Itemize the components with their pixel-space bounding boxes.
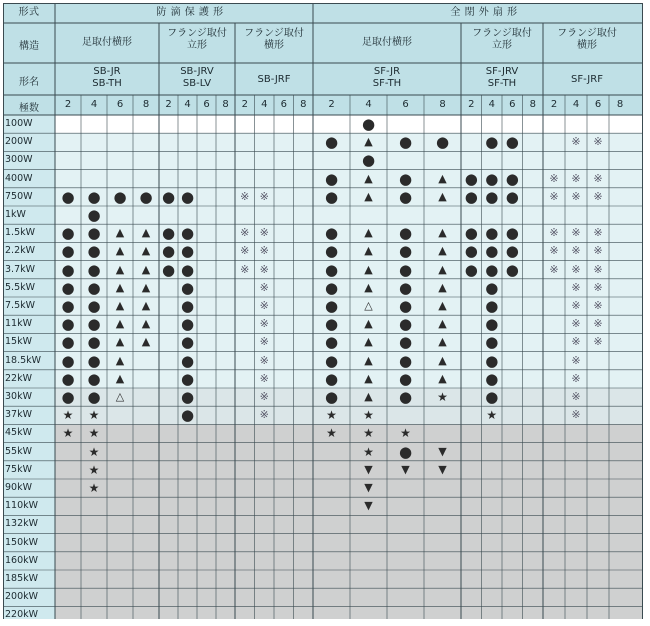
symbol-dot: ● [180,333,195,352]
symbol-star: ★ [400,426,411,441]
rating-label: 11kW [5,318,32,330]
symbol-otri: △ [115,390,125,403]
symbol-dtri: ▼ [401,462,410,476]
symbol-snow: ※ [593,299,603,312]
symbol-tri: ▲ [364,390,373,403]
symbol-tri: ▲ [438,226,447,240]
symbol-dot: ● [324,169,339,188]
symbol-tri: ▲ [438,299,447,312]
model-header: SF-JRF [571,74,603,85]
rating-label: 220kW [5,609,39,621]
symbol-dot: ● [180,406,195,425]
model-header: SF-JR SF-TH [372,66,402,89]
symbol-tri: ▲ [115,353,125,367]
symbol-dot: ● [485,388,499,406]
symbol-dot: ● [180,297,195,315]
symbol-tri: ▲ [115,299,125,312]
pole-header: 8 [616,99,624,110]
symbol-snow: ※ [571,171,581,185]
rating-label: 75kW [5,463,32,475]
pole-header: 2 [328,99,335,110]
pole-header: 8 [529,99,536,110]
rating-label: 45kW [5,427,32,439]
symbol-dot: ● [464,242,478,261]
symbol-dot: ● [61,333,75,352]
symbol-tri: ▲ [364,280,373,294]
symbol-snow: ※ [549,244,559,258]
symbol-dot: ● [485,260,499,279]
symbol-dot: ● [485,133,499,152]
symbol-dot: ● [180,315,195,334]
pole-header: 2 [241,99,248,110]
symbol-tri: ▲ [115,335,125,349]
symbol-tri: ▲ [141,335,151,349]
symbol-star: ★ [326,408,337,423]
symbol-dot: ● [87,206,101,224]
symbol-dot: ● [324,388,339,406]
pole-header: 2 [550,99,558,110]
symbol-dot: ● [180,278,195,297]
symbol-snow: ※ [259,317,269,331]
symbol-dot: ● [180,187,195,206]
symbol-snow: ※ [571,280,581,294]
symbol-star: ★ [326,426,337,441]
rating-label: 3.7kW [5,263,36,275]
symbol-snow: ※ [593,262,603,276]
model-label: 形名 [19,77,39,88]
symbol-tri: ▲ [364,353,373,367]
symbol-snow: ※ [240,226,250,240]
symbol-dot: ● [61,351,75,370]
symbol-dot: ● [161,260,176,279]
symbol-dot: ● [87,278,101,297]
symbol-snow: ※ [259,299,269,312]
rating-label: 15kW [5,336,32,348]
symbol-dot: ● [87,297,101,315]
symbol-snow: ※ [571,371,581,385]
symbol-snow: ※ [259,244,269,258]
symbol-dot: ● [61,297,75,315]
symbol-dot: ● [61,260,75,279]
symbol-tri: ▲ [141,280,151,294]
pole-header: 4 [488,99,495,110]
symbol-snow: ※ [571,317,581,331]
rating-label: 110kW [5,500,39,512]
symbol-tri: ▲ [438,353,447,367]
symbol-dot: ● [485,315,499,334]
symbol-dot: ● [61,315,75,334]
pole-header: 4 [261,99,268,110]
symbol-star: ★ [363,444,374,459]
symbol-snow: ※ [549,189,559,203]
model-header: SB-JR SB-TH [92,66,122,89]
symbol-dot: ● [61,388,75,406]
symbol-star: ★ [88,462,100,477]
symbol-star: ★ [363,426,374,441]
symbol-dtri: ▼ [438,462,447,476]
symbol-dot: ● [61,187,75,206]
symbol-tri: ▲ [364,371,373,385]
rating-label: 150kW [5,536,39,548]
symbol-tri: ▲ [115,371,125,385]
pole-header: 2 [64,99,72,110]
symbol-snow: ※ [259,335,269,349]
rating-label: 185kW [5,573,39,584]
poles-label: 極数 [19,103,39,114]
rating-label: 300W [5,154,33,166]
symbol-snow: ※ [593,135,603,149]
symbol-dot: ● [324,333,339,352]
symbol-dot: ● [87,351,101,370]
spec-table [3,3,643,619]
symbol-dot: ● [180,388,195,406]
rating-label: 750W [5,190,33,202]
symbol-star: ★ [62,426,74,441]
construction-header: 足取付横形 [362,37,412,48]
pole-header: 6 [594,99,602,110]
symbol-dot: ● [61,369,75,388]
symbol-dot: ● [361,151,376,170]
symbol-dot: ● [180,260,195,279]
symbol-dot: ● [324,242,339,261]
symbol-dot: ● [398,278,413,297]
symbol-dot: ● [324,133,339,152]
symbol-dot: ● [485,369,499,388]
symbol-star: ★ [486,408,498,423]
symbol-dot: ● [505,187,519,206]
symbol-dot: ● [398,333,413,352]
symbol-snow: ※ [259,226,269,240]
symbol-star: ★ [88,444,100,459]
symbol-dot: ● [361,115,376,133]
symbol-dot: ● [87,333,101,352]
symbol-tri: ▲ [438,335,447,349]
symbol-dot: ● [87,260,101,279]
symbol-star: ★ [88,481,100,495]
symbol-tri: ▲ [364,189,373,203]
rating-label: 22kW [5,372,32,384]
symbol-dot: ● [398,133,413,152]
symbol-tri: ▲ [438,244,447,258]
symbol-dot: ● [398,260,413,279]
symbol-tri: ▲ [141,226,151,240]
symbol-dtri: ▼ [364,481,373,494]
symbol-snow: ※ [593,244,603,258]
symbol-dtri: ▼ [364,462,373,476]
symbol-dot: ● [324,187,339,206]
symbol-dot: ● [398,442,413,461]
symbol-dot: ● [324,351,339,370]
symbol-snow: ※ [259,353,269,367]
symbol-star: ★ [88,426,100,441]
symbol-snow: ※ [593,280,603,294]
symbol-snow: ※ [593,335,603,349]
symbol-snow: ※ [593,189,603,203]
symbol-star: ★ [62,408,74,423]
symbol-dot: ● [435,133,450,152]
rating-label: 200W [5,136,33,148]
pole-header: 6 [280,99,287,110]
symbol-tri: ▲ [115,244,125,258]
rating-label: 100W [5,118,33,129]
construction-header: フランジ取付 横形 [557,28,617,51]
symbol-snow: ※ [549,226,559,240]
symbol-dot: ● [398,187,413,206]
symbol-dot: ● [87,224,101,243]
symbol-dot: ● [61,224,75,243]
symbol-snow: ※ [593,171,603,185]
symbol-snow: ※ [571,335,581,349]
symbol-star: ★ [88,408,100,423]
symbol-tri: ▲ [438,317,447,331]
rating-label: 2.2kW [5,245,36,257]
symbol-snow: ※ [259,280,269,294]
symbol-dot: ● [61,278,75,297]
symbol-dot: ● [505,260,519,279]
model-header: SB-JRV SB-LV [180,66,214,89]
symbol-dot: ● [324,278,339,297]
pole-header: 8 [222,99,229,110]
symbol-dot: ● [161,224,176,243]
symbol-tri: ▲ [115,226,125,240]
pole-header: 4 [90,99,98,110]
symbol-tri: ▲ [115,280,125,294]
rating-label: 7.5kW [5,300,36,311]
symbol-tri: ▲ [364,135,373,149]
pole-header: 6 [203,99,210,110]
symbol-dot: ● [485,333,499,352]
symbol-snow: ※ [259,408,269,422]
symbol-snow: ※ [259,189,269,203]
symbol-dot: ● [161,242,176,261]
rating-label: 5.5kW [5,281,36,293]
symbol-snow: ※ [259,371,269,385]
rating-label: 18.5kW [5,354,42,366]
symbol-dot: ● [505,133,519,152]
symbol-tri: ▲ [141,299,151,312]
symbol-dot: ● [324,260,339,279]
symbol-dot: ● [505,169,519,188]
symbol-tri: ▲ [364,226,373,240]
symbol-dot: ● [464,224,478,243]
symbol-snow: ※ [571,299,581,312]
symbol-dot: ● [485,297,499,315]
rating-label: 1kW [5,209,26,220]
symbol-dot: ● [180,242,195,261]
symbol-snow: ※ [571,262,581,276]
symbol-snow: ※ [593,317,603,331]
pole-header: 8 [439,99,446,110]
construction-header: フランジ取付 立形 [472,28,532,51]
type-label: 形式 [18,7,40,18]
construction-header: 足取付横形 [82,37,132,48]
symbol-dot: ● [464,169,478,188]
symbol-dot: ● [113,187,127,206]
symbol-dot: ● [161,187,176,206]
symbol-dot: ● [398,224,413,243]
rating-label: 200kW [5,591,39,603]
symbol-dot: ● [485,242,499,261]
symbol-snow: ※ [240,262,250,276]
rating-label: 1.5kW [5,227,36,239]
symbol-tri: ▲ [438,280,447,294]
rating-label: 90kW [5,482,32,493]
symbol-snow: ※ [259,262,269,276]
symbol-star: ★ [363,408,374,423]
model-header: SB-JRF [257,74,291,85]
pole-header: 6 [402,99,409,110]
pole-header: 8 [142,99,150,110]
symbol-dot: ● [180,369,195,388]
symbol-tri: ▲ [364,335,373,349]
rating-label: 30kW [5,391,32,402]
symbol-tri: ▲ [141,317,151,331]
symbol-snow: ※ [571,244,581,258]
symbol-snow: ※ [240,189,250,203]
symbol-dot: ● [87,242,101,261]
symbol-tri: ▲ [141,262,151,276]
pole-header: 2 [165,99,172,110]
symbol-dot: ● [398,388,413,406]
rating-label: 400W [5,172,33,184]
symbol-dot: ● [324,224,339,243]
symbol-dtri: ▼ [364,499,373,513]
symbol-dot: ● [398,351,413,370]
construction-label: 構造 [19,41,39,52]
symbol-snow: ※ [549,262,559,276]
symbol-snow: ※ [593,226,603,240]
group-a-title: 防 滴 保 護 形 [156,7,224,18]
symbol-snow: ※ [259,390,269,403]
symbol-snow: ※ [240,244,250,258]
symbol-dot: ● [324,297,339,315]
symbol-tri: ▲ [115,317,125,331]
construction-header: フランジ取付 立形 [167,28,227,51]
symbol-tri: ▲ [438,189,447,203]
pole-header: 4 [184,99,191,110]
symbol-snow: ※ [571,135,581,149]
rating-label: 55kW [5,445,32,457]
symbol-tri: ▲ [115,262,125,276]
symbol-dot: ● [485,224,499,243]
symbol-dot: ● [87,388,101,406]
symbol-dot: ● [505,242,519,261]
symbol-dot: ● [61,242,75,261]
symbol-dot: ● [139,187,153,206]
pole-header: 4 [572,99,580,110]
pole-header: 2 [468,99,475,110]
symbol-snow: ※ [571,226,581,240]
pole-header: 4 [365,99,372,110]
symbol-tri: ▲ [364,244,373,258]
model-header: SF-JRV SF-TH [485,66,519,89]
symbol-otri: △ [364,299,373,312]
symbol-dot: ● [398,369,413,388]
symbol-dot: ● [485,169,499,188]
symbol-snow: ※ [549,171,559,185]
symbol-tri: ▲ [364,317,373,331]
symbol-dot: ● [485,187,499,206]
symbol-dot: ● [87,369,101,388]
symbol-tri: ▲ [364,262,373,276]
rating-label: 160kW [5,554,39,566]
symbol-snow: ※ [571,189,581,203]
symbol-dot: ● [324,369,339,388]
rating-label: 37kW [5,409,32,421]
symbol-dot: ● [398,297,413,315]
symbol-dot: ● [398,242,413,261]
symbol-dot: ● [505,224,519,243]
pole-header: 8 [300,99,307,110]
symbol-snow: ※ [571,390,581,403]
symbol-tri: ▲ [438,171,447,185]
group-b-title: 全 閉 外 扇 形 [450,7,518,18]
symbol-dot: ● [485,351,499,370]
pole-header: 6 [116,99,124,110]
symbol-tri: ▲ [438,262,447,276]
symbol-snow: ※ [571,353,581,367]
symbol-dot: ● [180,224,195,243]
symbol-tri: ▲ [438,371,447,385]
symbol-dtri: ▼ [438,444,447,458]
symbol-star: ★ [437,390,448,404]
symbol-dot: ● [398,315,413,334]
symbol-dot: ● [87,315,101,334]
symbol-dot: ● [398,169,413,188]
symbol-dot: ● [180,351,195,370]
symbol-dot: ● [324,315,339,334]
rating-label: 132kW [5,518,39,530]
symbol-dot: ● [464,187,478,206]
symbol-tri: ▲ [141,244,151,258]
symbol-tri: ▲ [364,171,373,185]
symbol-dot: ● [87,187,101,206]
symbol-dot: ● [464,260,478,279]
symbol-dot: ● [485,278,499,297]
symbol-snow: ※ [571,408,581,422]
pole-header: 6 [509,99,516,110]
construction-header: フランジ取付 横形 [244,28,304,51]
